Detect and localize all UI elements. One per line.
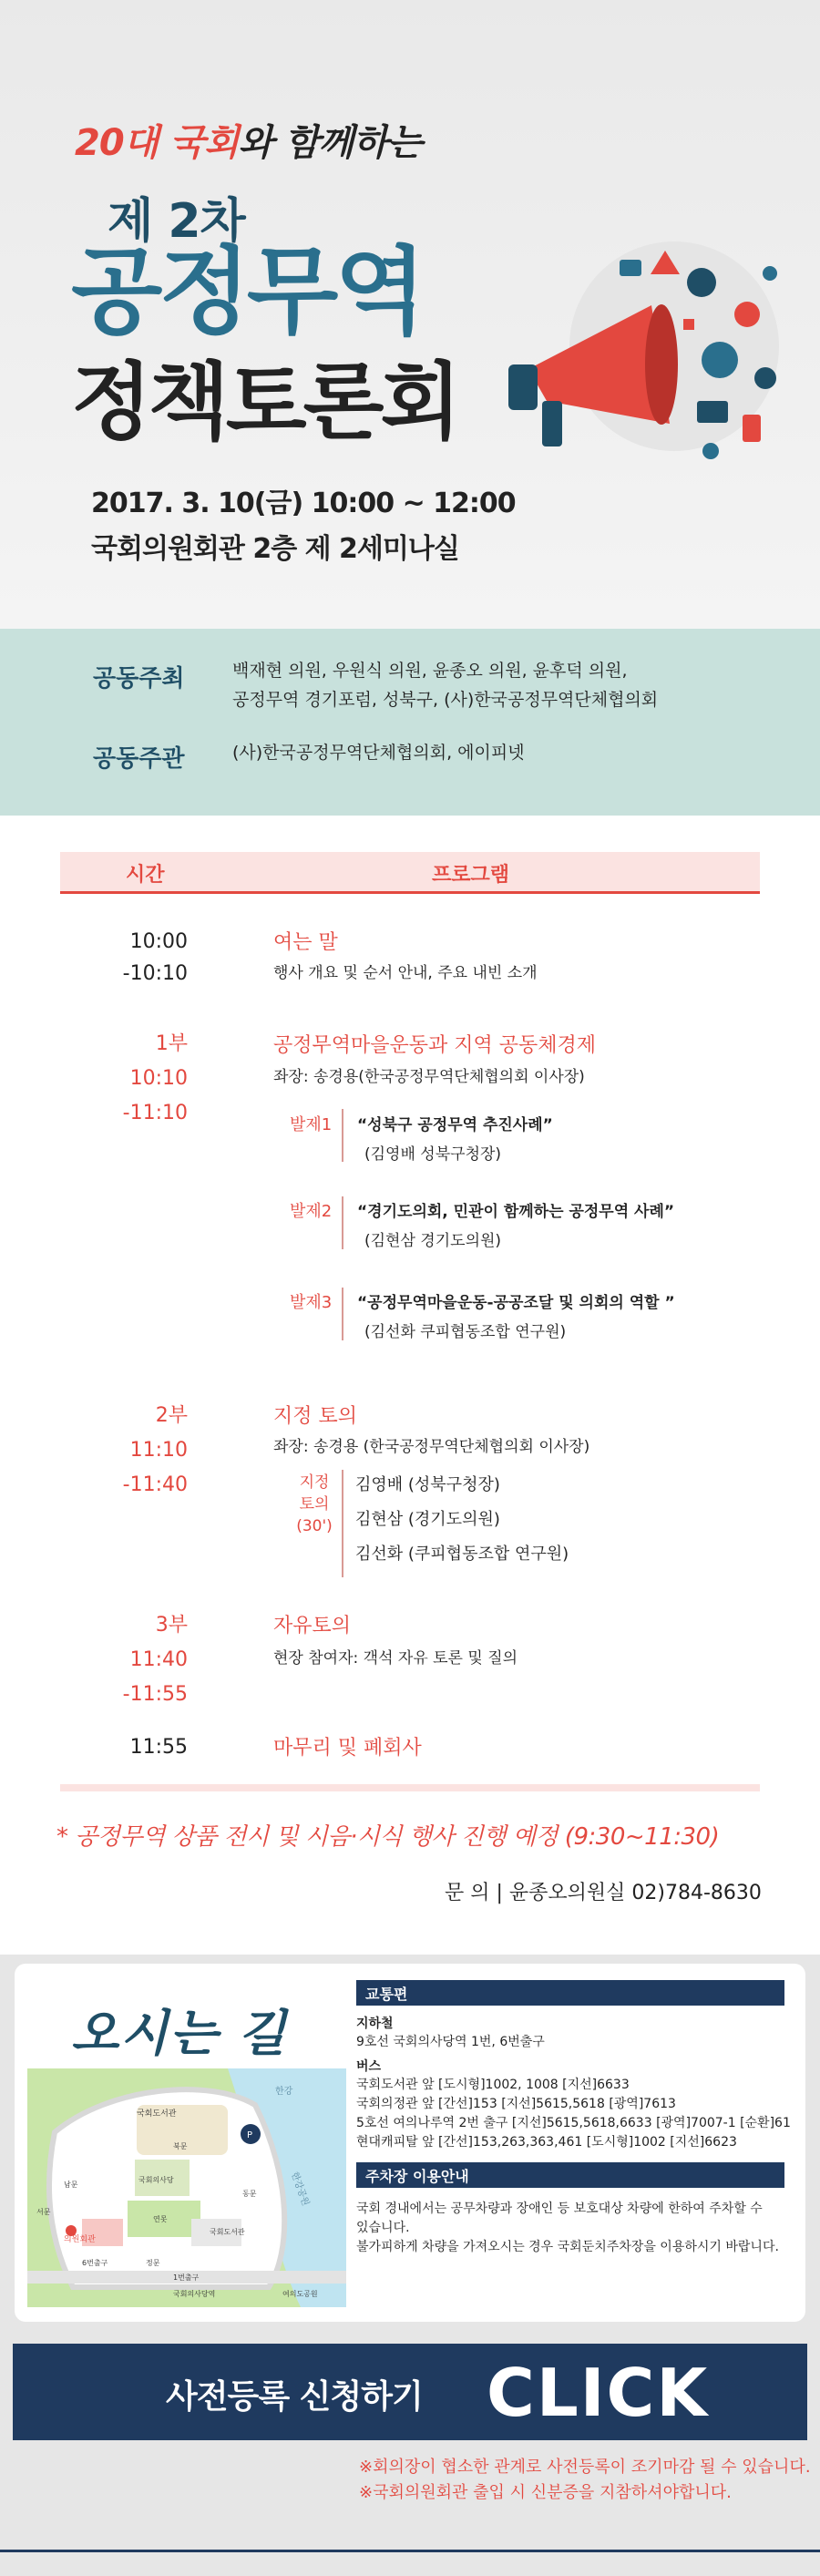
transport-heading: 교통편 (356, 1980, 784, 2006)
bus-label: 버스 (356, 2059, 382, 2074)
bus-line-2: 국회의정관 앞 [간선]153 [지선]5615,5618 [광역]7613 (356, 2097, 676, 2111)
map-label-east-gate: 동문 (242, 2190, 257, 2198)
preregister-button[interactable] (13, 2344, 807, 2440)
map-label-yeouido-park: 여의도공원 (282, 2290, 318, 2298)
talk2-bar (342, 1196, 343, 1249)
map-label-member-hall: 의원회관 (64, 2235, 96, 2244)
panelist-2: 김현삼 (경기도의원) (355, 1510, 500, 1529)
map-label-hangang-park: 한강공원 (289, 2171, 311, 2208)
hero-round: 제 2차 (108, 194, 245, 249)
opening-time-start: 10:00 (129, 930, 188, 953)
bottom-divider (0, 2550, 820, 2552)
map-label-exit6: 6번출구 (82, 2259, 108, 2267)
closing-time: 11:55 (129, 1736, 188, 1759)
preregister-click-label: CLICK (487, 2355, 710, 2431)
hosts-section (0, 629, 820, 816)
map-parking-icon: P (247, 2130, 253, 2140)
map-label-exit1: 1번출구 (173, 2273, 200, 2282)
parking-line-3: 불가피하게 차량을 가져오시는 경우 국회둔치주차장을 이용하시기 바랍니다. (356, 2240, 779, 2254)
part2-chair: 좌장: 송경용 (한국공정무역단체협의회 이사장) (273, 1438, 590, 1456)
part2-label: 2부 (155, 1404, 188, 1427)
map-label-river: 한강 (275, 2087, 293, 2097)
map-label-main-gate: 정문 (146, 2259, 160, 2267)
talk3-label: 발제3 (290, 1293, 333, 1312)
coorganizer-label: 공동주관 (93, 745, 185, 773)
talk1-title: “성북구 공정무역 추진사례” (357, 1116, 553, 1134)
col-time: 시간 (126, 864, 165, 887)
hero-tagline-red: 20대 국회 (75, 122, 239, 164)
opening-title: 여는 말 (273, 931, 338, 954)
talk2-speaker: (김현삼 경기도의원) (364, 1232, 502, 1250)
parking-heading: 주차장 이용안내 (356, 2162, 784, 2188)
warning-early-close: ※회의장이 협소한 관계로 사전등록이 조기마감 될 수 있습니다. (359, 2458, 811, 2477)
subway-text: 9호선 국회의사당역 1번, 6번출구 (356, 2035, 545, 2049)
talk2-label: 발제2 (290, 1202, 333, 1221)
panelist-1: 김영배 (성북구청장) (355, 1475, 500, 1494)
map-label-main-building: 국회의사당 (138, 2176, 174, 2184)
talk1-label: 발제1 (290, 1115, 333, 1134)
part2-title: 지정 토의 (273, 1405, 358, 1428)
map-label-lake: 연못 (153, 2215, 168, 2223)
part3-time-start: 11:40 (129, 1648, 188, 1671)
talk1-bar (342, 1109, 343, 1162)
preregister-button-label: 사전등록 신청하기 (166, 2378, 423, 2416)
part2-time-end: -11:40 (122, 1473, 188, 1496)
opening-sub: 행사 개요 및 순서 안내, 주요 내빈 소개 (273, 964, 538, 982)
contact-info: 문 의 | 윤종오의원실 02)784-8630 (445, 1882, 762, 1904)
event-date: 2017. 3. 10(금) 10:00 ~ 12:00 (91, 487, 516, 519)
directions-section (0, 1955, 820, 2576)
part1-title: 공정무역마을운동과 지역 공동체경제 (273, 1034, 597, 1057)
designated-label-line3: (30') (296, 1517, 333, 1535)
part2-time-start: 11:10 (129, 1439, 188, 1462)
talk2-title: “경기도의회, 민관이 함께하는 공정무역 사례” (357, 1203, 675, 1221)
part1-time-end: -11:10 (122, 1102, 188, 1124)
part3-time-end: -11:55 (122, 1683, 188, 1706)
parking-line-1: 국회 경내에서는 공무차량과 장애인 등 보호대상 차량에 한하여 주차할 수 (356, 2201, 763, 2216)
cohost-line1: 백재현 의원, 우원식 의원, 윤종오 의원, 윤후덕 의원, (232, 661, 628, 681)
warning-id-required: ※국회의원회관 출입 시 신분증을 지참하셔야합니다. (359, 2483, 732, 2502)
event-venue: 국회의원회관 2층 제 2세미나실 (91, 533, 459, 565)
subway-label: 지하철 (356, 2017, 394, 2031)
program-section (0, 816, 820, 1955)
talk3-speaker: (김선화 쿠피협동조합 연구원) (364, 1323, 567, 1341)
part3-label: 3부 (155, 1614, 188, 1637)
col-program: 프로그램 (432, 864, 510, 887)
talk3-bar (342, 1288, 343, 1340)
part3-title: 자유토의 (273, 1615, 352, 1637)
panel-bar (342, 1470, 343, 1577)
hero-section (0, 0, 820, 629)
hero-tagline-rest: 와 함께하는 (238, 122, 422, 164)
talk3-title: “공정무역마을운동-공공조달 및 의회의 역할 ” (357, 1294, 675, 1312)
talk1-speaker: (김영배 성북구청장) (364, 1145, 502, 1164)
bus-line-1: 국회도서관 앞 [도시형]1002, 1008 [지선]6633 (356, 2078, 630, 2092)
panelist-3: 김선화 (쿠피협동조합 연구원) (355, 1545, 569, 1564)
closing-title: 마무리 및 폐회사 (273, 1737, 422, 1760)
map-label-south-gate: 남문 (64, 2181, 78, 2189)
opening-time-end: -10:10 (122, 962, 188, 985)
designated-label-line1: 지정 (299, 1473, 330, 1492)
side-event-notice: * 공정무역 상품 전시 및 시음·시식 행사 진행 예정 (9:30~11:30) (56, 1823, 720, 1851)
directions-title: 오시는 길 (71, 2005, 288, 2062)
hero-tagline (75, 114, 422, 166)
hero-title-line2: 정책토론회 (71, 354, 458, 451)
map-label-library: 국회도서관 (137, 2109, 177, 2119)
hero-title-line1: 공정무역 (71, 236, 423, 347)
coorganizer-text: (사)한국공정무역단체협의회, 에이피넷 (232, 743, 525, 763)
part1-chair: 좌장: 송경용(한국공정무역단체협의회 이사장) (273, 1068, 585, 1086)
cohost-label: 공동주최 (93, 665, 185, 693)
directions-card (15, 1964, 805, 2322)
map-label-station: 국회의사당역 (173, 2290, 216, 2298)
location-map (27, 2068, 346, 2307)
parking-line-2: 있습니다. (356, 2221, 410, 2235)
cohost-line2: 공정무역 경기포럼, 성북구, (사)한국공정무역단체협의회 (232, 690, 659, 710)
part1-label: 1부 (155, 1032, 188, 1055)
bus-line-3: 5호선 여의나루역 2번 출구 [지선]5615,5618,6633 [광역]7007-1 [순환]61 (356, 2116, 791, 2130)
part3-sub: 현장 참여자: 객석 자유 토론 및 질의 (273, 1649, 518, 1668)
map-label-north-gate: 북문 (173, 2142, 188, 2150)
designated-label-line2: 토의 (299, 1495, 330, 1514)
megaphone-illustration-icon (492, 232, 793, 478)
map-label-library-2: 국회도서관 (210, 2228, 245, 2236)
program-footer-divider (60, 1784, 760, 1791)
bus-line-4: 현대캐피탈 앞 [간선]153,263,363,461 [도시형]1002 [지선]6623 (356, 2135, 737, 2150)
part1-time-start: 10:10 (129, 1067, 188, 1090)
map-label-west-gate: 서문 (36, 2208, 51, 2216)
program-table-header (60, 852, 760, 894)
designated-discussion-label (292, 1472, 337, 1537)
